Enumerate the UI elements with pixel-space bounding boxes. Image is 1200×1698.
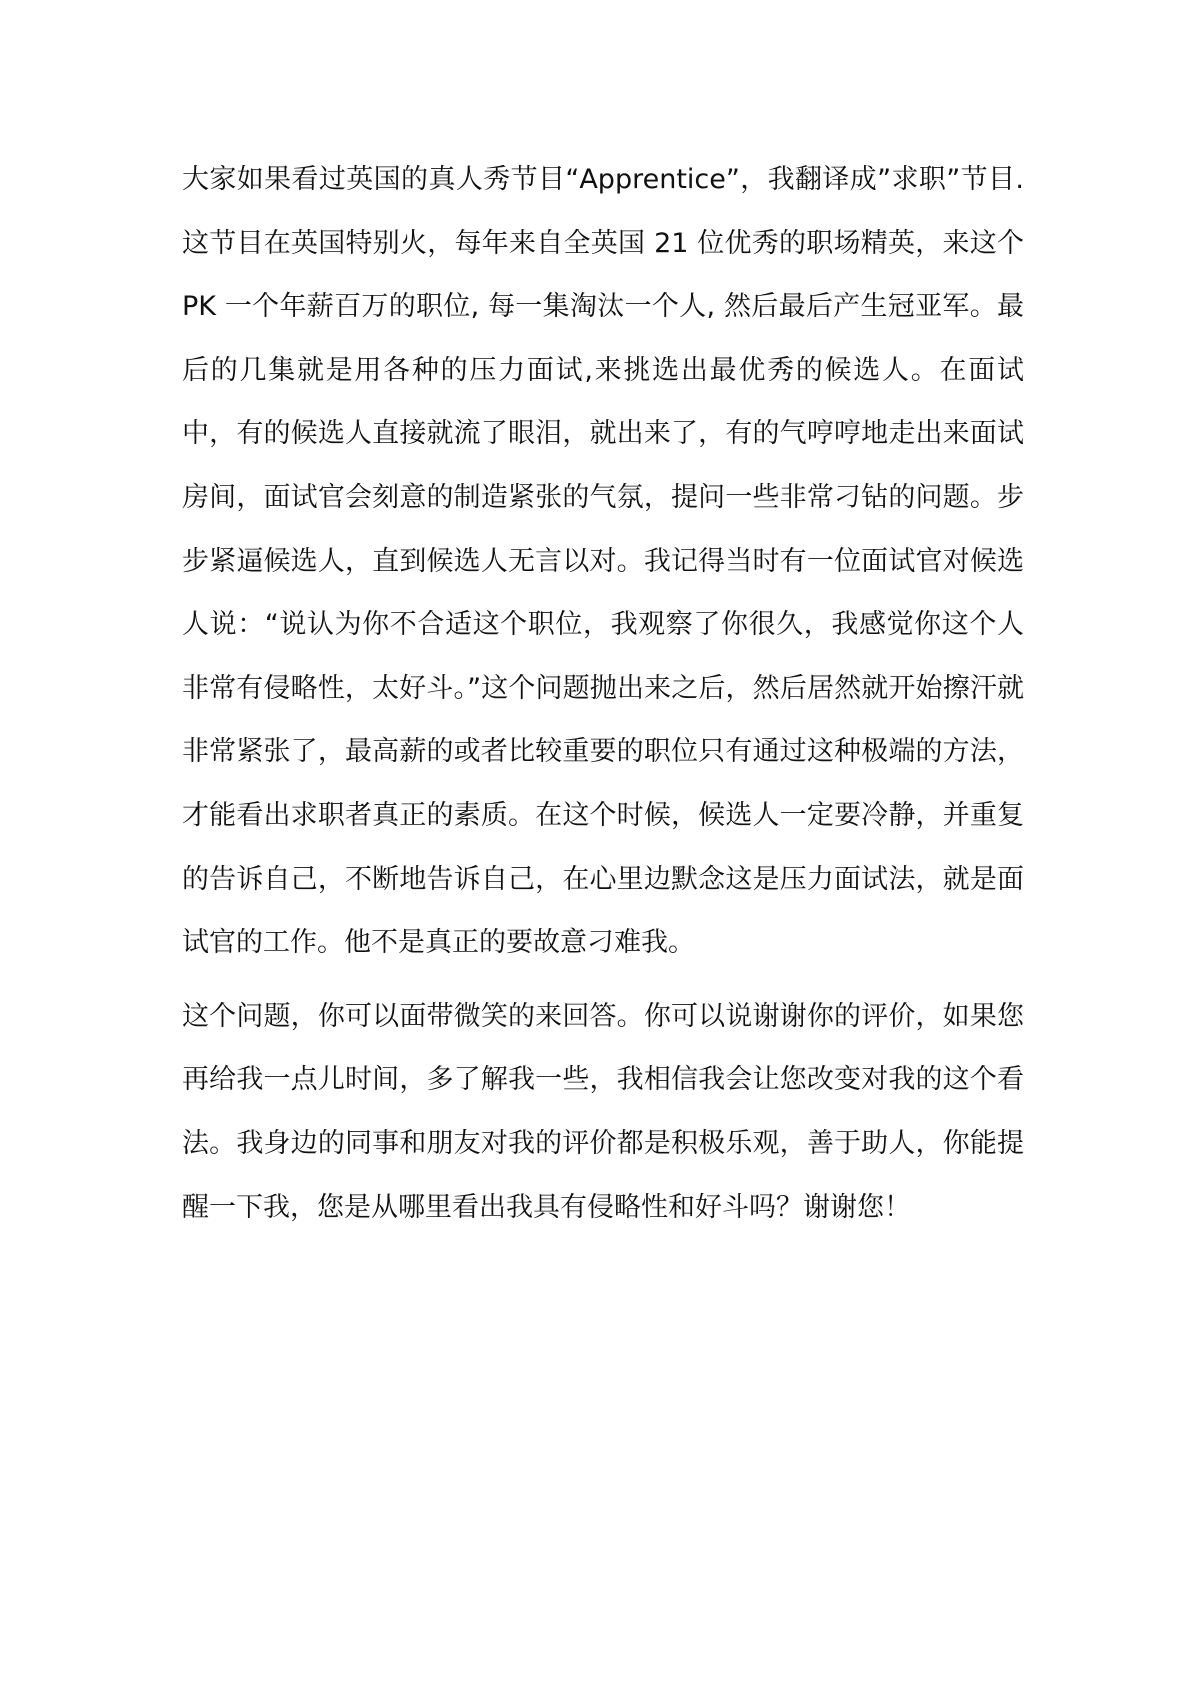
paragraph-1: 大家如果看过英国的真人秀节目“Apprentice”，我翻译成”求职”节目.这节目在英国特别火，每年来自全英国 21 位优秀的职场精英，来这个 PK 一个年薪百万的职位, 每一集淘汰一个人, 然后最后产生冠亚军。最后的几集就是用各种的压力面试,来挑选出最优秀的候选人。在面试中，有的候选人直接就流了眼泪，就出来了，有的气哼哼地走出来面试房间，面试官会刻意的制造紧张的气氛，提问一些非常刁钻的问题。步步紧逼候选人，直到候选人无言以对。我记得当时有一位面试官对候选人说：“说认为你不合适这个职位，我观察了你很久，我感觉你这个人非常有侵略性，太好斗。”这个问题抛出来之后，然后居然就开始擦汗就非常紧张了，最高薪的或者比较重要的职位只有通过这种极端的方法，才能看出求职者真正的素质。在这个时候，候选人一定要冷静，并重复的告诉自己，不断地告诉自己，在心里边默念这是压力面试法，就是面试官的工作。他不是真正的要故意刁难我。: [182, 164, 1024, 959]
document-body: [182, 148, 1024, 1239]
paragraph-2: 这个问题，你可以面带微笑的来回答。你可以说谢谢你的评价，如果您再给我一点儿时间，多了解我一些，我相信我会让您改变对我的这个看法。我身边的同事和朋友对我的评价都是积极乐观，善于助人，你能提醒一下我，您是从哪里看出我具有侵略性和好斗吗？谢谢您！: [182, 1000, 1024, 1223]
